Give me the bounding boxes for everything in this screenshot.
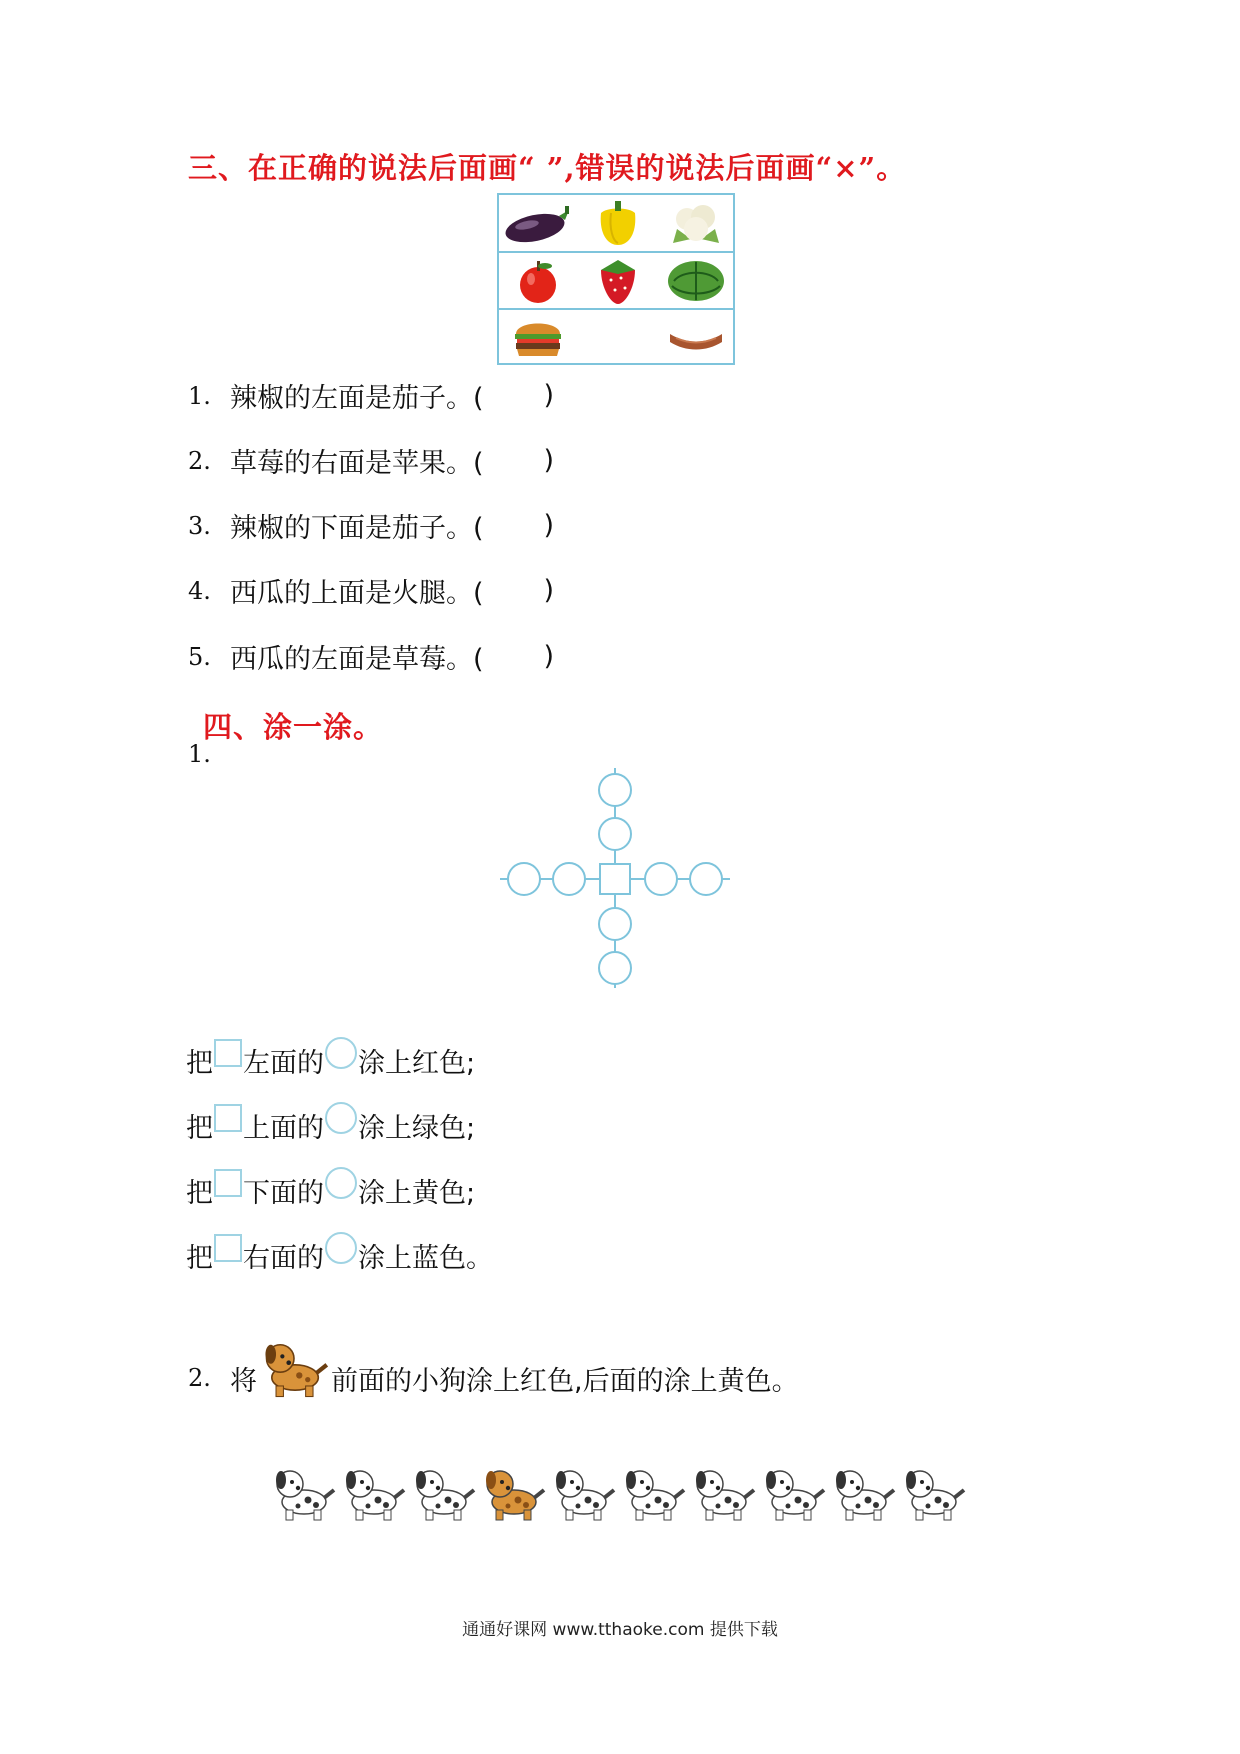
white-dog-icon[interactable] — [338, 1462, 408, 1524]
instruction-text: 把 — [186, 1113, 213, 1144]
circle-shape — [325, 1037, 357, 1069]
white-dog-icon[interactable] — [548, 1462, 618, 1524]
eggplant-icon — [499, 195, 577, 251]
apple-icon — [499, 253, 577, 309]
statement-close: ) — [543, 445, 555, 476]
statement-number: 2. — [188, 446, 211, 475]
statement-2 — [188, 441, 554, 480]
statement-text: 辣椒的左面是茄子。( — [230, 383, 484, 414]
food-grid — [497, 193, 735, 365]
bell-pepper-icon — [579, 195, 657, 251]
section-3-title: 三、在正确的说法后面画“ ”,错误的说法后面画“×”。 — [188, 151, 907, 185]
circle-left-1 — [553, 863, 585, 895]
circle-shape — [325, 1102, 357, 1134]
dog-row — [268, 1462, 968, 1524]
white-dog-icon[interactable] — [758, 1462, 828, 1524]
instruction-text: 涂上黄色; — [358, 1178, 476, 1209]
circle-shape — [325, 1167, 357, 1199]
white-dog-icon[interactable] — [828, 1462, 898, 1524]
question-1-number: 1. — [188, 740, 211, 768]
instruction-text: 上面的 — [243, 1113, 324, 1144]
statement-text: 西瓜的左面是草莓。( — [230, 644, 484, 675]
instruction-text: 下面的 — [243, 1178, 324, 1209]
instruction-1 — [186, 1041, 475, 1080]
white-dog-icon[interactable] — [618, 1462, 688, 1524]
statement-close: ) — [543, 510, 555, 541]
statement-text: 辣椒的下面是茄子。( — [230, 513, 484, 544]
statement-number: 5. — [188, 642, 211, 671]
watermelon-icon — [657, 253, 735, 309]
circle-bottom-1 — [599, 908, 631, 940]
statement-text: 草莓的右面是苹果。( — [230, 448, 484, 479]
instruction-text: 左面的 — [243, 1048, 324, 1079]
statement-4 — [188, 571, 554, 610]
statement-close: ) — [543, 641, 555, 672]
circle-top-1 — [599, 818, 631, 850]
statement-1 — [188, 376, 554, 415]
circle-left-2 — [508, 863, 540, 895]
circle-bottom-2 — [599, 952, 631, 984]
square-shape — [214, 1104, 242, 1132]
circle-top-2 — [599, 774, 631, 806]
statement-3 — [188, 506, 554, 545]
question-2-text-after: 前面的小狗涂上红色,后面的涂上黄色。 — [331, 1365, 799, 1397]
instruction-text: 涂上绿色; — [358, 1113, 476, 1144]
footer: 通通好课网 www.tthaoke.com 提供下载 — [462, 1620, 778, 1640]
statement-close: ) — [543, 380, 555, 411]
instruction-text: 涂上红色; — [358, 1048, 476, 1079]
brown-dog-icon — [257, 1335, 331, 1401]
brown-dog-icon[interactable] — [478, 1462, 548, 1524]
statement-number: 3. — [188, 511, 211, 540]
sausage-icon — [657, 309, 735, 365]
instruction-text: 涂上蓝色。 — [358, 1243, 493, 1274]
white-dog-icon[interactable] — [408, 1462, 478, 1524]
white-dog-icon[interactable] — [898, 1462, 968, 1524]
square-shape — [214, 1039, 242, 1067]
instruction-text: 把 — [186, 1243, 213, 1274]
instruction-3 — [186, 1171, 475, 1210]
circle-right-2 — [690, 863, 722, 895]
cross-diagram — [500, 768, 730, 988]
cauliflower-icon — [657, 195, 735, 251]
statement-number: 4. — [188, 576, 211, 605]
white-dog-icon[interactable] — [268, 1462, 338, 1524]
question-2-number: 2. — [188, 1364, 211, 1392]
instruction-4 — [186, 1236, 493, 1275]
hamburger-icon — [499, 309, 577, 365]
square-shape — [214, 1234, 242, 1262]
question-2-text-before: 将 — [230, 1365, 257, 1397]
circle-right-1 — [645, 863, 677, 895]
instruction-2 — [186, 1106, 475, 1145]
center-square — [600, 864, 630, 894]
square-shape — [214, 1169, 242, 1197]
strawberry-icon — [579, 253, 657, 309]
instruction-text: 右面的 — [243, 1243, 324, 1274]
circle-shape — [325, 1232, 357, 1264]
white-dog-icon[interactable] — [688, 1462, 758, 1524]
statement-5 — [188, 637, 554, 676]
statement-text: 西瓜的上面是火腿。( — [230, 578, 484, 609]
statement-close: ) — [543, 575, 555, 606]
instruction-text: 把 — [186, 1178, 213, 1209]
statement-number: 1. — [188, 381, 211, 410]
question-2 — [188, 1355, 799, 1401]
instruction-text: 把 — [186, 1048, 213, 1079]
section-4-title: 四、涂一涂。 — [203, 710, 384, 744]
